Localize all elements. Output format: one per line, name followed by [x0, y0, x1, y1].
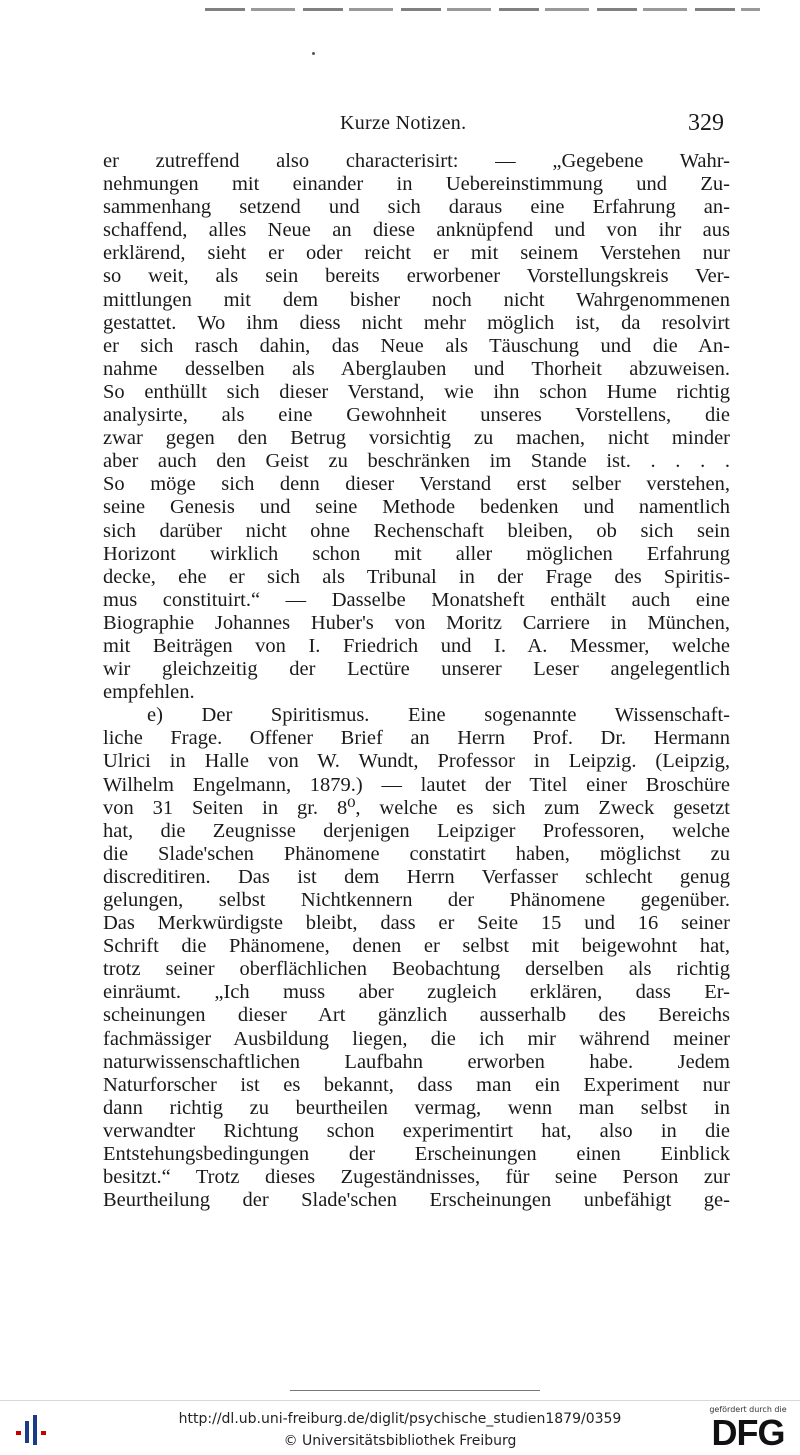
text-line: Schrift die Phänomene, denen er selbst mit beigewohnt hat, — [103, 935, 730, 958]
text-line: Das Merkwürdigste bleibt, dass er Seite 15 und 16 seiner — [103, 912, 730, 935]
text-line: schaffend, alles Neue an diese anknüpfend und von ihr aus — [103, 219, 730, 242]
dfg-wordmark: DFG — [711, 1412, 785, 1453]
text-line: mit Beiträgen von I. Friedrich und I. A. Messmer, welche — [103, 634, 730, 657]
text-line: mittlungen mit dem bisher noch nicht Wahrgenommenen — [103, 288, 730, 311]
text-line: einräumt. „Ich muss aber zugleich erklären, dass Er- — [103, 981, 730, 1004]
text-line: wir gleichzeitig der Lectüre unserer Leser angelegentlich — [103, 658, 730, 681]
copyright-notice: © Universitätsbibliothek Freiburg — [283, 1433, 517, 1449]
text-line: trotz seiner oberflächlichen Beobachtung derselben als richtig — [103, 958, 730, 981]
text-line: die Slade'schen Phänomene constatirt haben, möglichst zu — [103, 842, 730, 865]
text-line: dann richtig zu beurtheilen vermag, wenn man selbst in — [103, 1096, 730, 1119]
text-line: erklärend, sieht er oder reicht er mit seinem Verstehen nur — [103, 242, 730, 265]
text-line: er sich rasch dahin, das Neue als Täuschung und die An- — [103, 334, 730, 357]
text-line: naturwissenschaftlichen Laufbahn erworben habe. Jedem — [103, 1050, 730, 1073]
text-line: aber auch den Geist zu beschränken im Stande ist. . . . . — [103, 450, 730, 473]
text-line: Wilhelm Engelmann, 1879.) — lautet der Titel einer Broschüre — [103, 773, 730, 796]
text-line: liche Frage. Offener Brief an Herrn Prof. Dr. Hermann — [103, 727, 730, 750]
text-line: sich darüber nicht ohne Rechenschaft bleiben, ob sich sein — [103, 519, 730, 542]
text-line: er zutreffend also characterisirt: — „Gegebene Wahr- — [103, 150, 730, 172]
text-line: nahme desselben als Aberglauben und Thorheit abzuweisen. — [103, 357, 730, 380]
text-line: discreditiren. Das ist dem Herrn Verfasser schlecht genug — [103, 865, 730, 888]
text-line: mus constituirt.“ — Dasselbe Monatsheft enthält auch eine — [103, 588, 730, 611]
running-head: Kurze Notizen. — [340, 112, 467, 134]
text-line: decke, ehe er sich als Tribunal in der Frage des Spiritis- — [103, 565, 730, 588]
text-line: empfehlen. — [103, 681, 195, 704]
text-line: Beurtheilung der Slade'schen Erscheinungen unbefähigt ge- — [103, 1189, 730, 1212]
dfg-logo[interactable] — [700, 1405, 796, 1453]
page-number: 329 — [688, 110, 724, 136]
text-line: so weit, als sein bereits erworbener Vorstellungskreis Ver- — [103, 265, 730, 288]
text-line: von 31 Seiten in gr. 8⁰, welche es sich zum Zweck gesetzt — [103, 796, 730, 819]
text-line: analysirte, als eine Gewohnheit unseres Vorstellens, die — [103, 404, 730, 427]
text-line: Horizont wirklich schon mit aller möglichen Erfahrung — [103, 542, 730, 565]
text-line: gestattet. Wo ihm diess nicht mehr möglich ist, da resolvirt — [103, 311, 730, 334]
text-line: zwar gegen den Betrug vorsichtig zu machen, nicht minder — [103, 427, 730, 450]
text-line: e) Der Spiritismus. Eine sogenannte Wissenschaft- — [147, 704, 730, 727]
text-line: sammenhang setzend und sich daraus eine Erfahrung an- — [103, 196, 730, 219]
text-line: gelungen, selbst Nichtkennern der Phänomene gegenüber. — [103, 889, 730, 911]
sponsor-tagline: gefördert durch die — [709, 1405, 787, 1414]
text-line: besitzt.“ Trotz dieses Zugeständnisses, für seine Person zur — [103, 1166, 730, 1189]
text-line: fachmässiger Ausbildung liegen, die ich mir während meiner — [103, 1027, 730, 1050]
scan-speck — [312, 52, 315, 55]
scan-edge-artifact — [205, 8, 760, 11]
text-line: So möge sich denn dieser Verstand erst selber verstehen, — [103, 473, 730, 496]
text-line: verwandter Richtung schon experimentirt hat, also in die — [103, 1119, 730, 1142]
text-line: Biographie Johannes Huber's von Moritz Carriere in München, — [103, 611, 730, 634]
text-line: Naturforscher ist es bekannt, dass man ein Experiment nur — [103, 1073, 730, 1096]
viewer-footer — [0, 1400, 800, 1455]
permalink-url[interactable]: http://dl.ub.uni-freiburg.de/diglit/psychische_studien1879/0359 — [178, 1411, 622, 1427]
text-line: Entstehungsbedingungen der Erscheinungen einen Einblick — [103, 1143, 730, 1166]
text-line: nehmungen mit einander in Uebereinstimmung und Zu- — [103, 173, 730, 196]
scan-bottom-rule — [290, 1390, 540, 1391]
text-line: scheinungen dieser Art gänzlich ausserhalb des Bereichs — [103, 1004, 730, 1027]
text-line: Ulrici in Halle von W. Wundt, Professor in Leipzig. (Leipzig, — [103, 750, 730, 773]
text-line: seine Genesis und seine Methode bedenken und namentlich — [103, 496, 730, 519]
body-text — [103, 150, 730, 1212]
text-line: hat, die Zeugnisse derjenigen Leipziger Professoren, welche — [103, 819, 730, 842]
text-line: So enthüllt sich dieser Verstand, wie ihn schon Hume richtig — [103, 380, 730, 403]
